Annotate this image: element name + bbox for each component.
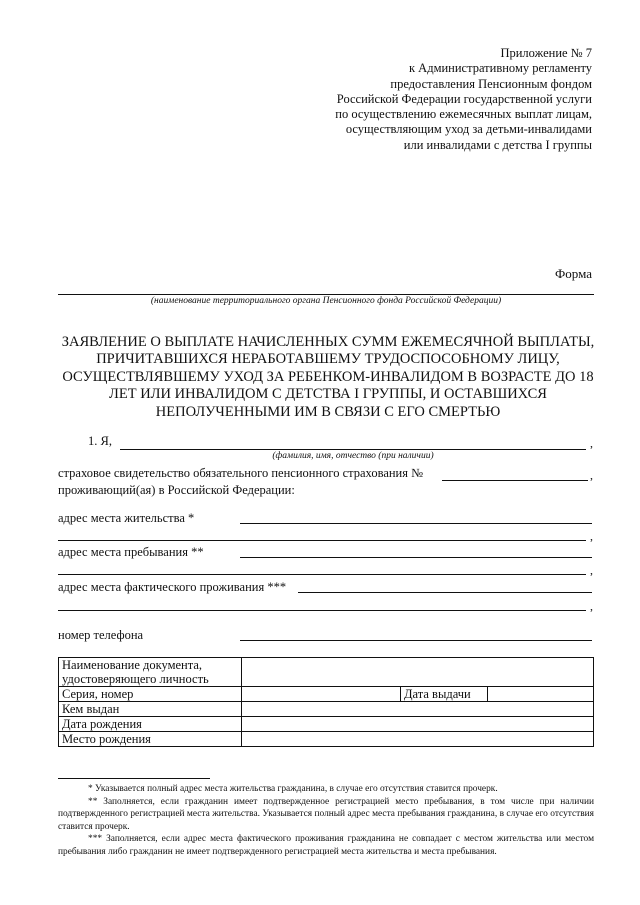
appendix-line: Российской Федерации государственной услуги [336, 91, 592, 106]
issue-date-field[interactable] [488, 687, 594, 702]
footnote-separator [58, 778, 210, 779]
appendix-line: или инвалидами с детства I группы [403, 137, 592, 152]
address-actual-field-line2[interactable] [58, 610, 586, 611]
title-line: ЛЕТ ИЛИ ИНВАЛИДОМ С ДЕТСТВА I ГРУППЫ, И ОСТАВШИХСЯ [109, 386, 547, 403]
phone-label: номер телефона [58, 628, 144, 642]
phone-field[interactable] [240, 640, 592, 641]
doc-name-label: Наименование документа, удостоверяющего личность [59, 658, 242, 687]
comma: , [590, 468, 593, 482]
address-residence-field-line2[interactable] [58, 540, 586, 541]
address-residence-field[interactable] [240, 523, 592, 524]
snils-field[interactable] [442, 480, 588, 481]
authority-caption: (наименование территориального органа Пенсионного фонда Российской Федерации) [150, 296, 502, 306]
appendix-line: предоставления Пенсионным фондом [390, 76, 592, 91]
address-stay-field-line2[interactable] [58, 574, 586, 575]
issued-by-field[interactable] [242, 702, 594, 717]
footnotes [58, 783, 594, 859]
address-stay-label: адрес места пребывания ** [58, 545, 204, 559]
comma: , [590, 436, 593, 450]
document-title [48, 334, 608, 421]
birth-date-label: Дата рождения [59, 717, 242, 732]
address-actual-label: адрес места фактического проживания *** [58, 580, 287, 594]
table-row [59, 732, 594, 747]
series-label: Серия, номер [59, 687, 242, 702]
birth-date-field[interactable] [242, 717, 594, 732]
address-actual-field[interactable] [298, 592, 592, 593]
authority-name-line[interactable] [58, 294, 594, 295]
title-line: НЕПОЛУЧЕННЫМИ ИМ В СВЯЗИ С ЕГО СМЕРТЬЮ [155, 403, 501, 420]
series-field[interactable] [242, 687, 401, 702]
birth-place-field[interactable] [242, 732, 594, 747]
address-residence-label: адрес места жительства * [58, 511, 195, 525]
appendix-line: Приложение № 7 [500, 46, 592, 60]
issue-date-label: Дата выдачи [401, 687, 488, 702]
fio-field[interactable] [120, 449, 586, 450]
table-row [59, 702, 594, 717]
address-stay-field[interactable] [240, 557, 592, 558]
doc-name-field[interactable] [242, 658, 594, 687]
comma: , [590, 563, 593, 577]
table-row [59, 687, 594, 702]
fio-caption: (фамилия, имя, отчество (при наличии) [272, 451, 434, 461]
form-label: Форма [555, 266, 592, 281]
title-line: ОСУЩЕСТВЛЯВШЕМУ УХОД ЗА РЕБЕНКОМ-ИНВАЛИДОМ В ВОЗРАСТЕ ДО 18 [62, 368, 594, 385]
birth-place-label: Место рождения [59, 732, 242, 747]
snils-label: страховое свидетельство обязательного пенсионного страхования № [58, 466, 424, 480]
residing-label: проживающий(ая) в Российской Федерации: [58, 483, 295, 497]
title-line: ПРИЧИТАВШИХСЯ НЕРАБОТАВШЕМУ ТРУДОСПОСОБНОМУ ЛИЦУ, [96, 351, 560, 368]
appendix-line: по осуществлению ежемесячных выплат лицам, [335, 107, 592, 122]
id-document-table [58, 657, 594, 747]
footnote: *** Заполняется, если адрес места фактического проживания гражданина не совпадает с местом жительства или местом пребывания либо гражданин не имеет подтвержденного регистрацией места жительства и места пребывания. [58, 834, 594, 857]
table-row [59, 658, 594, 687]
footnote: * Указывается полный адрес места жительства гражданина, в случае его отсутствия ставится прочерк. [88, 784, 498, 794]
appendix-line: к Административному регламенту [408, 61, 592, 76]
footnote: ** Заполняется, если гражданин имеет подтвержденное регистрацией место пребывания, в том числе при наличии подтвержденного регистрацией места жительства. Указывается полный адрес места пребывания гражданина, в случае его отсутствия ставится прочерк. [58, 796, 594, 832]
appendix-header [292, 46, 592, 153]
title-line: ЗАЯВЛЕНИЕ О ВЫПЛАТЕ НАЧИСЛЕННЫХ СУММ ЕЖЕМЕСЯЧНОЙ ВЫПЛАТЫ, [61, 334, 595, 350]
appendix-line: осуществляющим уход за детьми-инвалидами [345, 122, 592, 137]
comma: , [590, 529, 593, 543]
issued-by-label: Кем выдан [59, 702, 242, 717]
table-row [59, 717, 594, 732]
comma: , [590, 599, 593, 613]
i-label: 1. Я, [88, 434, 112, 448]
